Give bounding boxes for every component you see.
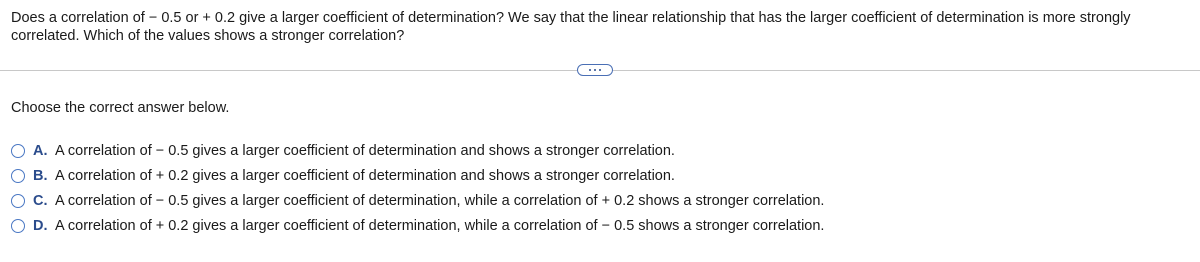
ellipsis-dot	[594, 69, 596, 71]
option-label[interactable]: A correlation of + 0.2 gives a larger coefficient of determination and shows a stronger correlation.	[55, 167, 675, 184]
section-divider	[0, 63, 1200, 79]
answer-options	[11, 138, 824, 238]
option-letter: A.	[33, 142, 48, 159]
option-a[interactable]	[11, 138, 824, 163]
ellipsis-dot	[599, 69, 601, 71]
option-letter: D.	[33, 217, 48, 234]
radio-button-icon[interactable]	[11, 144, 25, 158]
instruction-text: Choose the correct answer below.	[11, 100, 230, 116]
option-letter: C.	[33, 192, 48, 209]
option-c[interactable]	[11, 188, 824, 213]
radio-button-icon[interactable]	[11, 194, 25, 208]
radio-button-icon[interactable]	[11, 219, 25, 233]
option-label[interactable]: A correlation of − 0.5 gives a larger coefficient of determination, while a correlation of + 0.2 shows a stronger correlation.	[55, 192, 825, 209]
more-options-button[interactable]	[577, 64, 613, 76]
option-letter: B.	[33, 167, 48, 184]
option-b[interactable]	[11, 163, 824, 188]
option-label[interactable]: A correlation of + 0.2 gives a larger coefficient of determination, while a correlation of − 0.5 shows a stronger correlation.	[55, 217, 825, 234]
question-text: Does a correlation of − 0.5 or + 0.2 give a larger coefficient of determination? We say that the linear relationship that has the larger coefficient of determination is more strongly correlated. Which of the values shows a stronger correlation?	[11, 10, 1131, 44]
radio-button-icon[interactable]	[11, 169, 25, 183]
option-d[interactable]	[11, 213, 824, 238]
option-label[interactable]: A correlation of − 0.5 gives a larger coefficient of determination and shows a stronger correlation.	[55, 142, 675, 159]
ellipsis-dot	[589, 69, 591, 71]
